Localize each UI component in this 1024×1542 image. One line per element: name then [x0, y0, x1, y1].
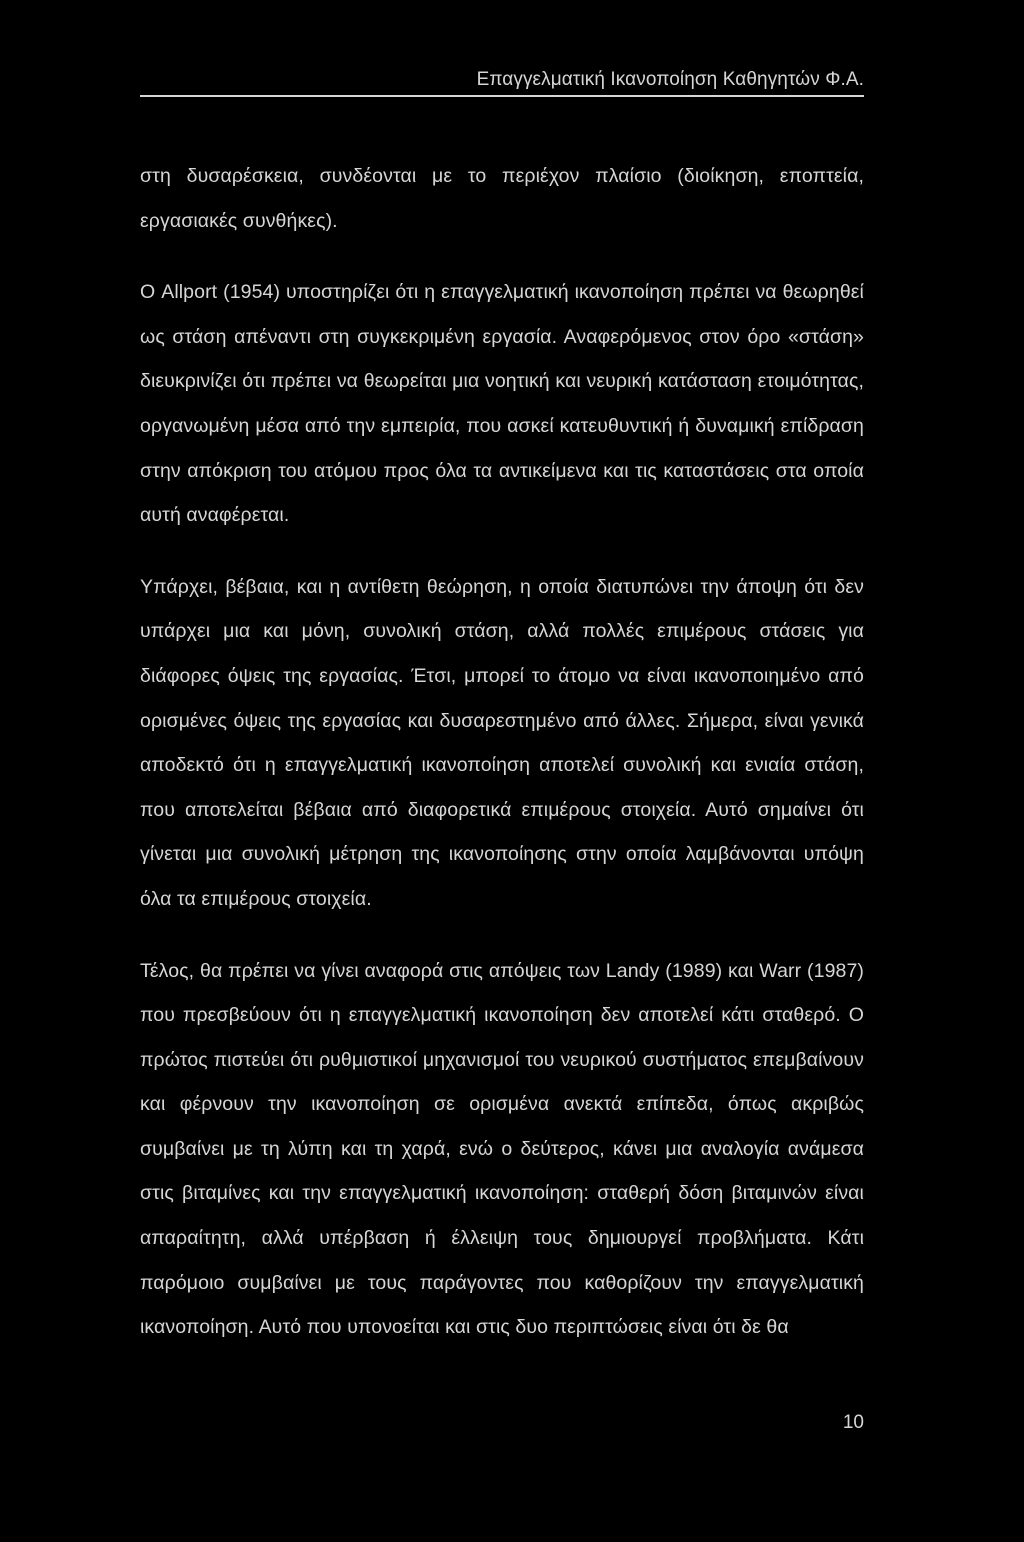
paragraph-1: στη δυσαρέσκεια, συνδέονται με το περιέχον πλαίσιο (διοίκηση, εποπτεία, εργασιακές συνθήκες).: [140, 165, 864, 232]
header-rule: [140, 95, 864, 97]
paragraph-4: Τέλος, θα πρέπει να γίνει αναφορά στις απόψεις των Landy (1989) και Warr (1987) που πρεσβεύουν ότι η επαγγελματική ικανοποίηση δεν αποτελεί κάτι σταθερό. Ο πρώτος πιστεύει ότι ρυθμιστικοί μηχανισμοί του νευρικού συστήματος επεμβαίνουν και φέρνουν την ικανοποίηση σε ορισμένα ανεκτά επίπεδα, όπως ακριβώς συμβαίνει με τη λύπη και τη χαρά, ενώ ο δεύτερος, κάνει μια αναλογία ανάμεσα στις βιταμίνες και την επαγγελματική ικανοποίηση: σταθερή δόση βιταμινών είναι απαραίτητη, αλλά υπέρβαση ή έλλειψη τους δημιουργεί προβλήματα. Κάτι παρόμοιο συμβαίνει με τους παράγοντες που καθορίζουν την επαγγελματική ικανοποίηση. Αυτό που υπονοείται και στις δυο περιπτώσεις είναι ότι δε θα: [140, 959, 864, 1339]
paragraph-2: Ο Allport (1954) υποστηρίζει ότι η επαγγελματική ικανοποίηση πρέπει να θεωρηθεί ως στάση απέναντι στη συγκεκριμένη εργασία. Αναφερόμενος στον όρο «στάση» διευκρινίζει ότι πρέπει να θεωρείται μια νοητική και νευρική κατάσταση ετοιμότητας, οργανωμένη μέσα από την εμπειρία, που ασκεί κατευθυντική ή δυναμική επίδραση στην απόκριση του ατόμου προς όλα τα αντικείμενα και τις καταστάσεις στα οποία αυτή αναφέρεται.: [140, 281, 864, 527]
running-header: Επαγγελματική Ικανοποίηση Καθηγητών Φ.Α.: [476, 69, 864, 90]
paragraph-3: Υπάρχει, βέβαια, και η αντίθετη θεώρηση, η οποία διατυπώνει την άποψη ότι δεν υπάρχει μια και μόνη, συνολική στάση, αλλά πολλές επιμέρους στάσεις για διάφορες όψεις της εργασίας. Έτσι, μπορεί το άτομο να είναι ικανοποιημένο από ορισμένες όψεις της εργασίας και δυσαρεστημένο από άλλες. Σήμερα, είναι γενικά αποδεκτό ότι η επαγγελματική ικανοποίηση αποτελεί συνολική και ενιαία στάση, που αποτελείται βέβαια από διαφορετικά επιμέρους στοιχεία. Αυτό σημαίνει ότι γίνεται μια συνολική μέτρηση της ικανοποίησης στην οποία λαμβάνονται υπόψη όλα τα επιμέρους στοιχεία.: [140, 575, 864, 910]
body-text: [140, 154, 864, 1350]
page-number: 10: [842, 1412, 864, 1433]
